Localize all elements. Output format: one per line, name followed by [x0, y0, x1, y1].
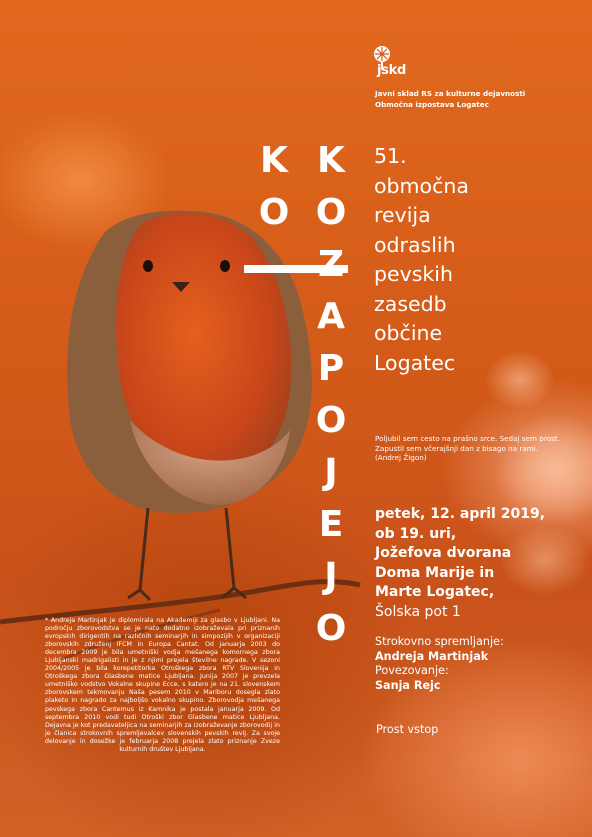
title-line: območna [374, 173, 469, 198]
event-credits [375, 635, 504, 693]
jskd-logo [371, 45, 406, 78]
event-venue-line: Doma Marije in [375, 564, 495, 581]
title-line: zasedb [374, 291, 447, 316]
vertical-title-letter: P [317, 348, 345, 389]
title-horizontal-bar [244, 265, 348, 273]
organization-info [375, 88, 525, 110]
event-date: petek, 12. april 2019, [375, 506, 546, 522]
vertical-title-letter: J [324, 452, 338, 493]
title-line: 51. [374, 144, 407, 168]
host-name: Sanja Rejc [375, 678, 441, 692]
event-venue-line: Jožefova dvorana [375, 545, 512, 561]
quote-line: Zapustil sem včerajšnji dan z bisago na rami. [375, 443, 539, 453]
quote-author: (Andrej Žigon) [375, 453, 427, 463]
title-line: občine [374, 321, 443, 345]
organization-name: Javni sklad RS za kulturne dejavnosti [375, 89, 526, 98]
vertical-title-letter: O [258, 192, 290, 233]
vertical-title-letter: O [315, 608, 347, 649]
vertical-title-column-1 [252, 135, 296, 239]
vertical-title-letter: K [260, 140, 288, 181]
vertical-title-letter: O [315, 192, 347, 233]
title-line: odraslih [374, 232, 456, 257]
accompaniment-label: Strokovno spremljanje: [375, 635, 504, 648]
host-label: Povezovanje: [375, 664, 449, 677]
vertical-title-letter: A [317, 296, 345, 337]
vertical-title-letter: E [318, 504, 344, 545]
vertical-title-letter: K [317, 140, 345, 181]
title-line: pevskih [374, 262, 453, 286]
vertical-title-column-2 [309, 135, 353, 655]
event-venue-line: Marte Logatec, [375, 584, 495, 600]
free-entry-note: Prost vstop [376, 723, 439, 736]
vertical-title-letter: J [324, 556, 338, 597]
event-address: Šolska pot 1 [375, 603, 461, 620]
organization-branch: Območna izpostava Logatec [375, 100, 489, 109]
accompaniment-name: Andreja Martinjak [375, 649, 489, 663]
event-title [374, 142, 469, 378]
title-line: Logatec [374, 350, 456, 375]
quote-line: Poljubil sem cesto na prašno srce. Sedaj sem prost. [375, 434, 560, 443]
jskd-logo-text: jskd [377, 63, 406, 78]
biography-text: * Andreja Martinjak je diplomirala na Akademiji za glasbo v Ljubljani. Na področju zborovodstva se je nato dodatno izobraževala pri priznanih evropskih dirigentih na različnih seminarjih in simpozijih v organizaciji zborovskih združenj IFCM in Europa Cantat. Od januarja 2003 do decembra 2009 je bila umetniški vodja mešanega komornega zbora Ljubljanski madrigalisti in je z njimi prejela številne nagrade. V sezoni 2004/2005 je bila korepetitorka Otroškega zbora RTV Slovenija in Otroškega zbora Glasbene matice Ljubljana. Junija 2007 je prevzela umetniško vodstvo Vokalne skupine Ecce, s katero je na 21. slovenskem zborovskem tekmovanju Naša pesem 2010 v Mariboru dosegla zlato plaketo in nagrado za najboljšo vokalno skupino. Zborovodja mešanega pevskega zbora Cantemus iz Kamnika je postala januarja 2009. Od septembra 2010 vodi tudi Otroški zbor Glasbene matice Ljubljana. Dejavna je kot predavateljica na seminarjih za izobraževanje zborovodij in je članica strokovnih spremljevalcev slovenskih pevskih revij. Za svoje delovanje in dosežke je februarja 2008 prejela zlato priznanje Zveze kulturnih društev Ljubljana. [45, 617, 280, 753]
title-line: revija [374, 203, 431, 227]
poem-quote [375, 434, 560, 463]
vertical-title-letter: O [315, 400, 347, 441]
event-details [375, 505, 545, 622]
event-time: ob 19. uri, [375, 525, 457, 542]
